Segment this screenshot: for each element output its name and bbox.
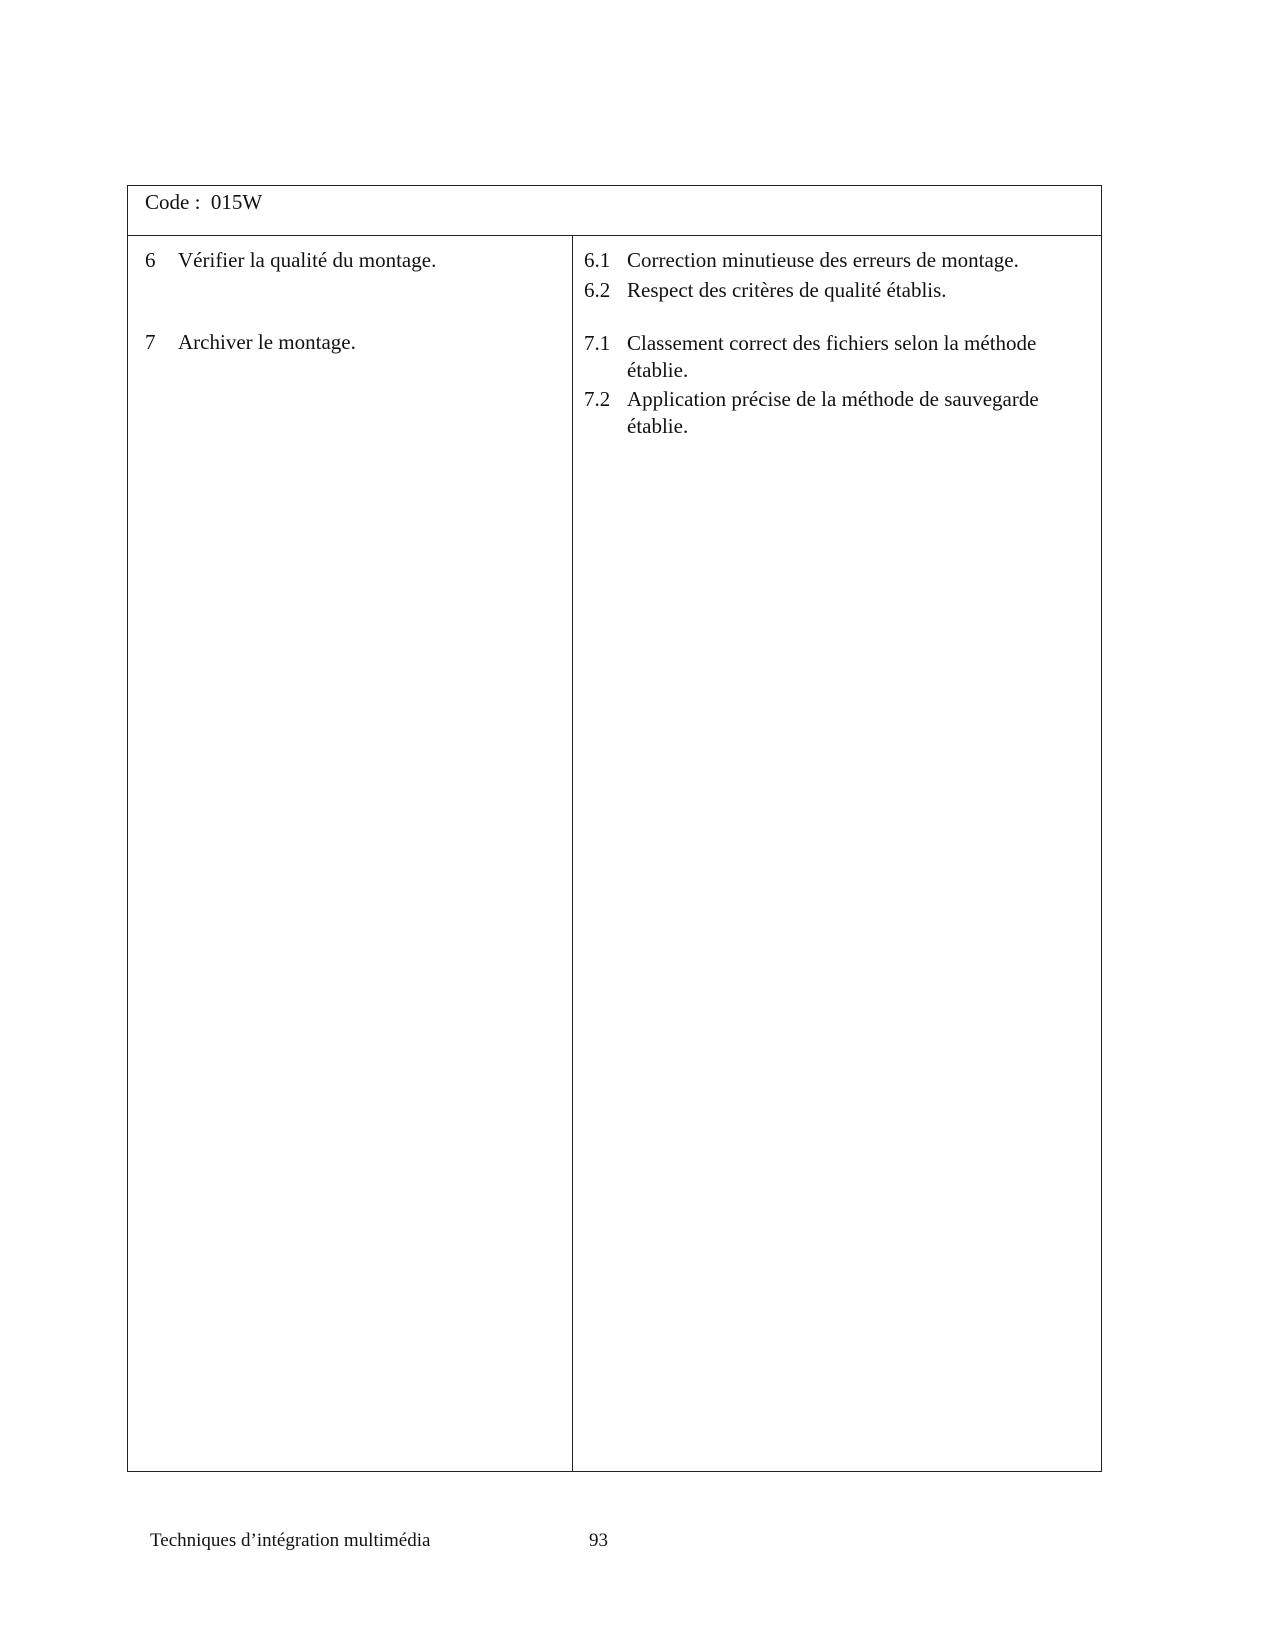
task-number: 7 xyxy=(145,330,156,354)
criterion-text: Respect des critères de qualité établis. xyxy=(627,278,947,302)
criterion-number: 7.2 xyxy=(584,387,611,411)
page-number: 93 xyxy=(589,1530,608,1551)
criterion-number: 6.2 xyxy=(584,278,611,302)
task-number: 6 xyxy=(145,248,156,272)
criterion-text: Correction minutieuse des erreurs de montage. xyxy=(627,248,1019,272)
code-value: 015W xyxy=(210,190,263,214)
criterion-number: 6.1 xyxy=(584,248,611,272)
criterion-number: 7.1 xyxy=(584,331,611,355)
competency-table xyxy=(127,185,1102,1472)
column-divider xyxy=(572,235,573,1472)
criterion-text: Classement correct des fichiers selon la méthode établie. xyxy=(627,331,1037,382)
task-text: Vérifier la qualité du montage. xyxy=(178,248,437,272)
footer-title: Techniques d’intégration multimédia xyxy=(150,1530,431,1551)
criterion-text: Application précise de la méthode de sauvegarde établie. xyxy=(627,387,1039,438)
code-label: Code : xyxy=(145,190,201,214)
code-label-line xyxy=(145,190,262,215)
task-text: Archiver le montage. xyxy=(178,330,356,354)
code-row xyxy=(128,186,1101,236)
